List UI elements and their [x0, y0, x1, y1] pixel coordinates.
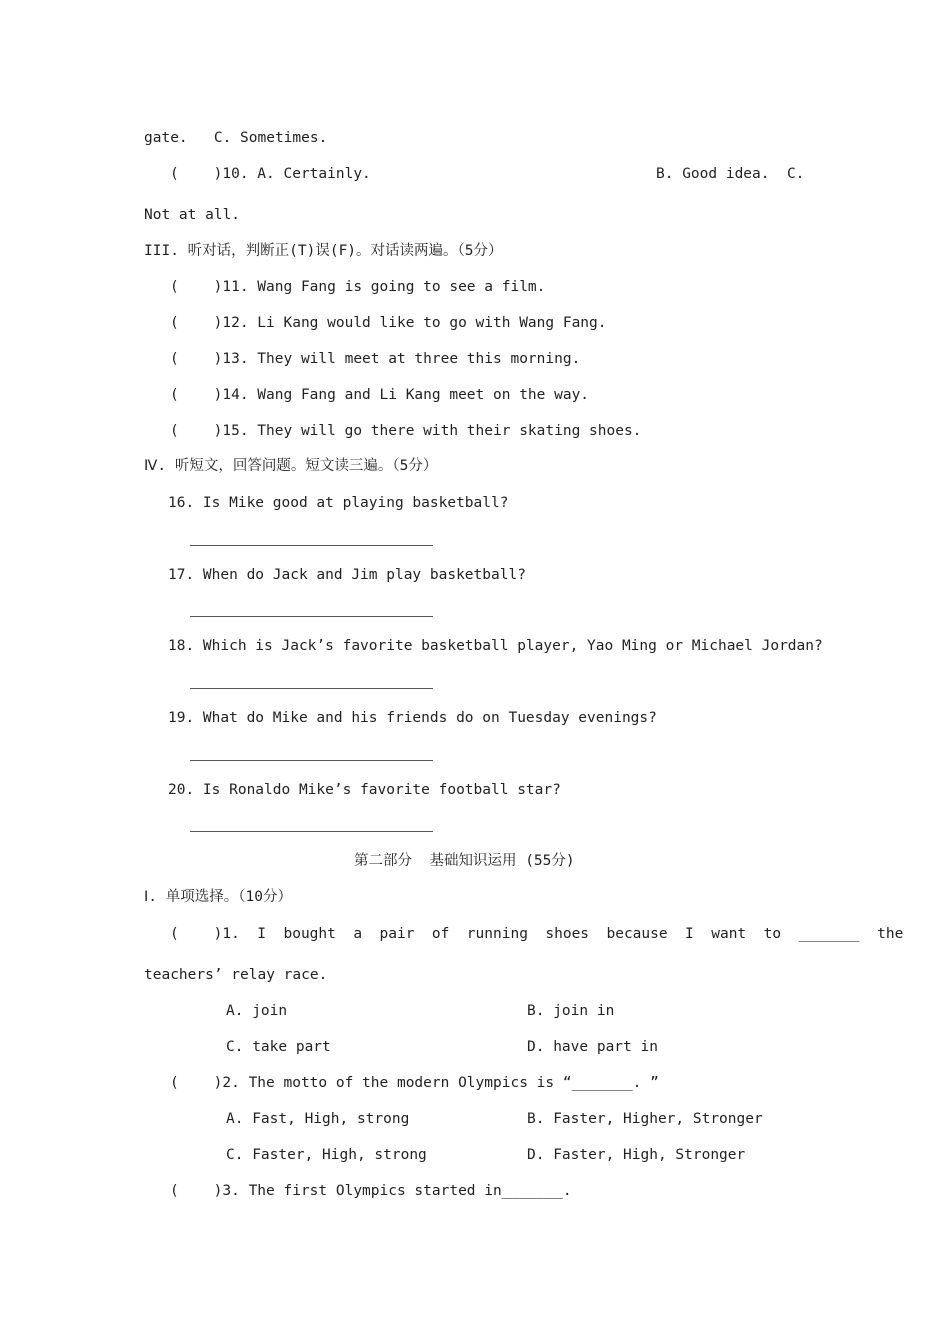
answer-line-20[interactable] — [190, 831, 433, 832]
answer-line-19[interactable] — [190, 760, 433, 761]
question-13: ( )13. They will meet at three this morning. — [170, 351, 581, 367]
mc1-option-d: D. have part in — [527, 1039, 658, 1055]
mc1-option-c: C. take part — [226, 1039, 331, 1055]
question-17: 17. When do Jack and Jim play basketball? — [168, 567, 526, 583]
q10-option-a: ( )10. A. Certainly. — [170, 166, 371, 182]
mc1-option-a: A. join — [226, 1003, 288, 1019]
mc2-option-b: B. Faster, Higher, Stronger — [527, 1111, 763, 1127]
mc2-option-c: C. Faster, High, strong — [226, 1147, 427, 1163]
question-18: 18. Which is Jack’s favorite basketball player, Yao Ming or Michael Jordan? — [168, 638, 823, 654]
mc-question-3: ( )3. The first Olympics started in_______. — [170, 1183, 572, 1199]
q10-option-c-continued: Not at all. — [144, 207, 241, 223]
question-20: 20. Is Ronaldo Mike’s favorite football star? — [168, 782, 561, 798]
mc-question-1-continued: teachers’ relay race. — [144, 967, 328, 983]
answer-line-17[interactable] — [190, 616, 433, 617]
question-11: ( )11. Wang Fang is going to see a film. — [170, 279, 546, 295]
part-2-title: 第二部分 基础知识运用 (55分) — [354, 853, 575, 869]
mc-question-1: ( )1. I bought a pair of running shoes because I want to _______ the — [170, 926, 904, 942]
question-14: ( )14. Wang Fang and Li Kang meet on the way. — [170, 387, 590, 403]
section-1-heading: Ⅰ. 单项选择。（10分） — [144, 889, 292, 905]
q9-options-continued: gate. C. Sometimes. — [144, 130, 328, 146]
answer-line-18[interactable] — [190, 688, 433, 689]
question-16: 16. Is Mike good at playing basketball? — [168, 495, 509, 511]
question-15: ( )15. They will go there with their skating shoes. — [170, 423, 642, 439]
question-12: ( )12. Li Kang would like to go with Wang Fang. — [170, 315, 607, 331]
mc2-option-d: D. Faster, High, Stronger — [527, 1147, 746, 1163]
q10-option-b: B. Good idea. C. — [656, 166, 805, 182]
mc2-option-a: A. Fast, High, strong — [226, 1111, 410, 1127]
mc1-option-b: B. join in — [527, 1003, 615, 1019]
mc-question-2: ( )2. The motto of the modern Olympics is “_______. ” — [170, 1075, 659, 1091]
answer-line-16[interactable] — [190, 545, 433, 546]
question-19: 19. What do Mike and his friends do on Tuesday evenings? — [168, 710, 657, 726]
section-4-heading: Ⅳ. 听短文，回答问题。短文读三遍。（5分） — [144, 458, 438, 474]
section-3-heading: III. 听对话，判断正(T)误(F)。对话读两遍。（5分） — [144, 243, 503, 259]
